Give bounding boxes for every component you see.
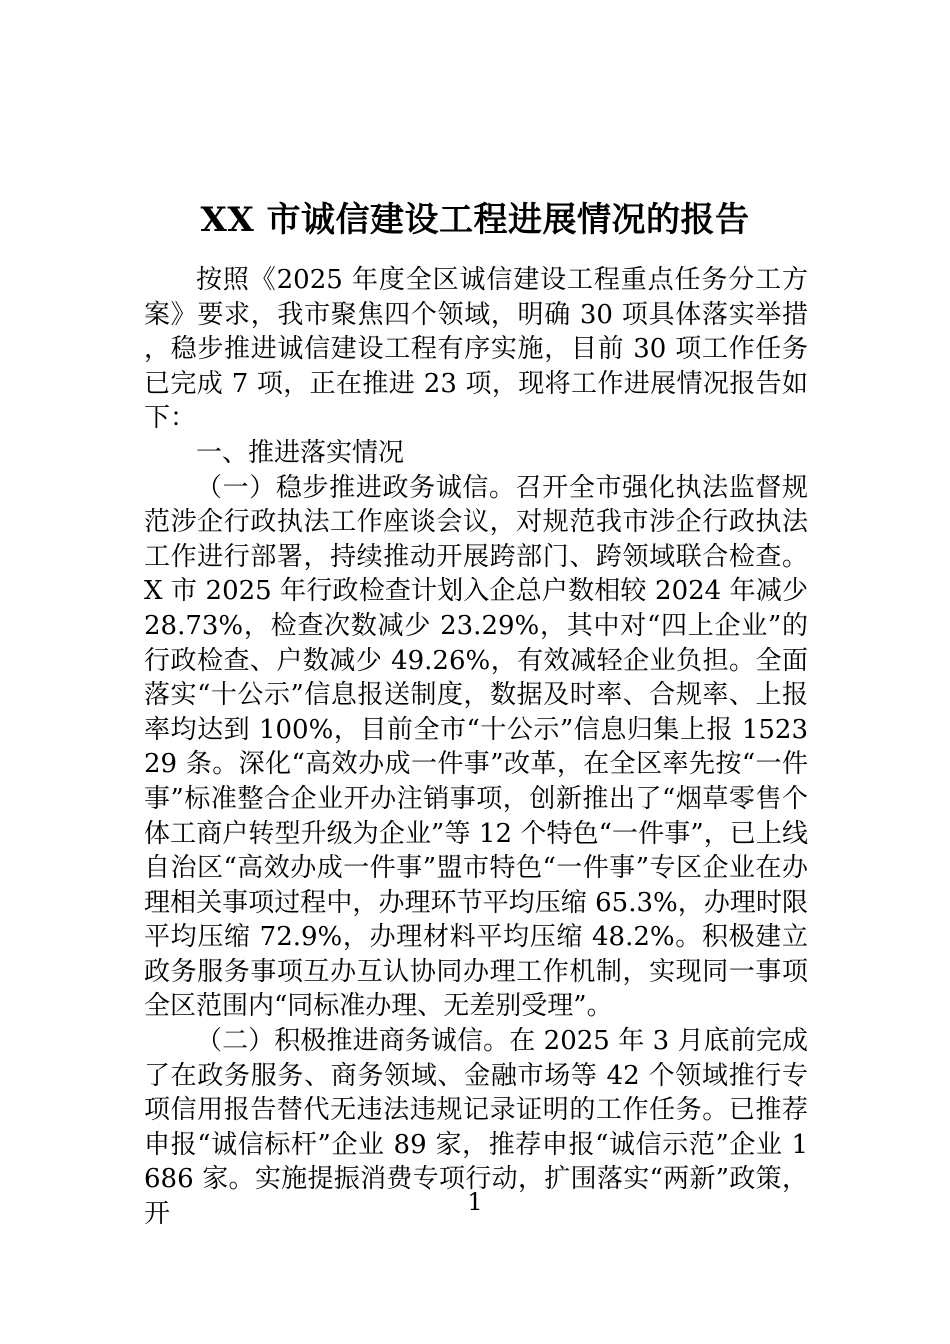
section-heading: 一、推进落实情况	[196, 437, 405, 468]
page-title: XX 市诚信建设工程进展情况的报告	[200, 199, 750, 240]
page-number: 1	[467, 1188, 483, 1216]
intro-paragraph: 按照《2025 年度全区诚信建设工程重点任务分工方案》要求，我市聚焦四个领域，明确 30 项具体落实举措，稳步推进诚信建设工程有序实施，目前 30 项工作任务已完成 7 项，正在推进 23 项，现将工作进展情况报告如下：	[144, 265, 808, 434]
government-integrity-paragraph: （一）稳步推进政务诚信。召开全市强化执法监督规范涉企行政执法工作座谈会议，对规范我市涉企行政执法工作进行部署，持续推动开展跨部门、跨领域联合检查。X 市 2025 年行政检查计划入企总户数相较 2024 年减少 28.73%，检查次数减少 23.29%，其中对“四上企业”的行政检查、户数减少 49.26%，有效减轻企业负担。全面落实“十公示”信息报送制度，数据及时率、合规率、上报率均达到 100%，目前全市“十公示”信息归集上报 152329 条。深化“高效办成一件事”改革，在全区率先按“一件事”标准整合企业开办注销事项，创新推出了“烟草零售个体工商户转型升级为企业”等 12 个特色“一件事”，已上线自治区“高效办成一件事”盟市特色“一件事”专区企业在办理相关事项过程中，办理环节平均压缩 65.3%，办理时限平均压缩 72.9%，办理材料平均压缩 48.2%。积极建立政务服务事项互办互认协同办理工作机制，实现同一事项全区范围内“同标准办理、无差别受理”。	[144, 472, 808, 1022]
business-integrity-paragraph: （二）积极推进商务诚信。在 2025 年 3 月底前完成了在政务服务、商务领域、金融市场等 42 个领域推行专项信用报告替代无违法违规记录证明的工作任务。已推荐申报“诚信标杆”企业 89 家，推荐申报“诚信示范”企业 1686 家。实施提振消费专项行动，扩围落实“两新”政策，开	[144, 1026, 808, 1230]
document-body	[144, 263, 808, 1232]
